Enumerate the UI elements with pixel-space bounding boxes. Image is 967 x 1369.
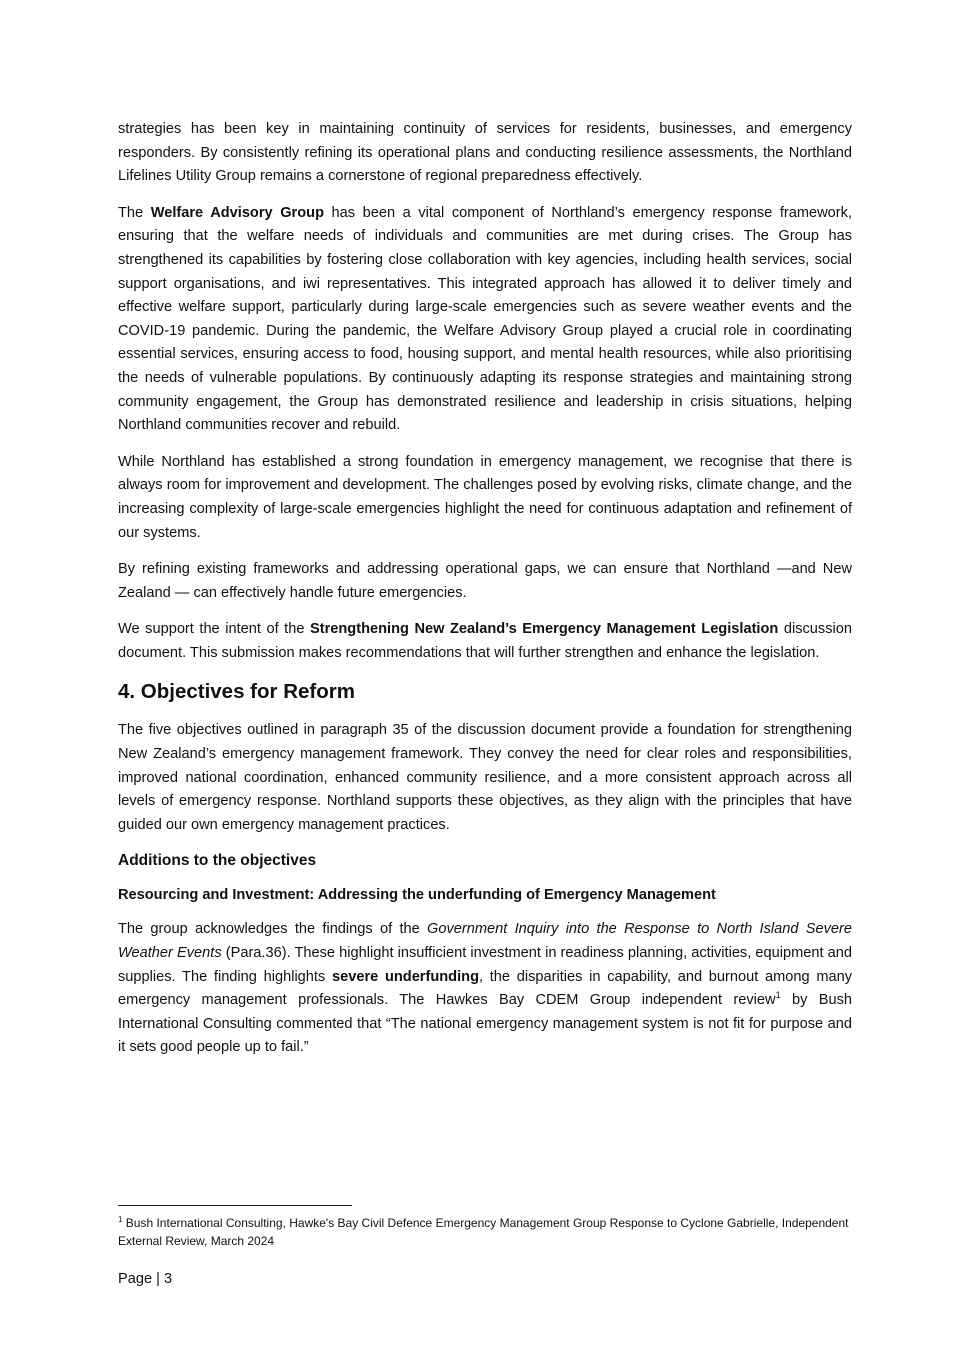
- text-run: The: [118, 204, 151, 221]
- text-run: We support the intent of the: [118, 621, 310, 638]
- text-run: discussion document. This submission makes recommendations that will further strengthen and enhance the legislation.: [118, 621, 852, 661]
- subsubheading-resourcing: Resourcing and Investment: Addressing the underfunding of Emergency Management: [118, 887, 716, 904]
- bold-term-welfare-advisory-group: Welfare Advisory Group: [150, 204, 324, 221]
- document-body: [118, 118, 852, 1073]
- bold-term-legislation-document: Strengthening New Zealand’s Emergency Management Legislation: [310, 621, 779, 638]
- bold-term-severe-underfunding: severe underfunding: [331, 968, 479, 985]
- text-run: has been a vital component of Northland’s emergency response framework, ensuring that the welfare needs of individuals and communities are met during crises. The Group has strengthened its capabilities by fostering close collaboration with key agencies, including health services, social support organisations, and iwi representatives. This integrated approach has allowed it to deliver timely and effective welfare support, particularly during large-scale emergencies such as severe weather events and the COVID-19 pandemic. During the pandemic, the Welfare Advisory Group played a crucial role in coordinating essential services, ensuring access to food, housing support, and mental health resources, while also prioritising the needs of vulnerable populations. By continuously adapting its response strategies and maintaining strong community engagement, the Group has demonstrated resilience and leadership in crisis situations, helping Northland communities recover and rebuild.: [118, 204, 852, 434]
- italic-inquiry-title: Government Inquiry into the Response to North Island Severe Weather Events: [118, 921, 852, 962]
- section-heading-objectives: 4. Objectives for Reform: [118, 680, 355, 704]
- footnote: [118, 1214, 858, 1250]
- paragraph-support-intent: [118, 618, 852, 665]
- paragraph-improvement: While Northland has established a strong foundation in emergency management, we recognise that there is always room for improvement and development. The challenges posed by evolving risks, climate change, and the increasing complexity of large-scale emergencies highlight the need for continuous adaptation and refinement of our systems.: [118, 453, 852, 541]
- page-number: Page | 3: [118, 1271, 173, 1287]
- paragraph-underfunding: [118, 918, 852, 1060]
- text-run: by Bush International Consulting commented that “The national emergency management system is not fit for purpose and it sets good people up to fail.”: [118, 992, 852, 1056]
- paragraph-five-objectives: The five objectives outlined in paragraph 35 of the discussion document provide a foundation for strengthening New Zealand’s emergency management framework. They convey the need for clear roles and responsibilities, improved national coordination, enhanced community resilience, and a more consistent approach across all levels of emergency response. Northland supports these objectives, as they align with the principles that have guided our own emergency management practices.: [118, 722, 852, 833]
- text-run: (Para.36). These highlight insufficient investment in readiness planning, activities, equipment and supplies. The finding highlights: [118, 945, 853, 985]
- paragraph-welfare-group: [118, 202, 852, 438]
- text-run: , the disparities in capability, and burnout among many emergency management professionals. The Hawkes Bay CDEM Group independent review: [118, 968, 852, 1009]
- footnote-separator: [118, 1205, 352, 1206]
- text-run: The group acknowledges the findings of the: [118, 921, 428, 938]
- footnote-text: Bush International Consulting, Hawke's Bay Civil Defence Emergency Management Group Response to Cyclone Gabrielle, Independent External Review, March 2024: [118, 1216, 849, 1248]
- footnote-marker: 1: [118, 1215, 123, 1224]
- paragraph-frameworks: By refining existing frameworks and addressing operational gaps, we can ensure that Northland —and New Zealand — can effectively handle future emergencies.: [118, 561, 852, 601]
- subheading-additions: Additions to the objectives: [118, 852, 317, 870]
- footnote-reference[interactable]: 1: [775, 990, 781, 1001]
- paragraph-lifelines: strategies has been key in maintaining continuity of services for residents, businesses, and emergency responders. By consistently refining its operational plans and conducting resilience assessments, the Northland Lifelines Utility Group remains a cornerstone of regional preparedness effectively.: [118, 121, 852, 185]
